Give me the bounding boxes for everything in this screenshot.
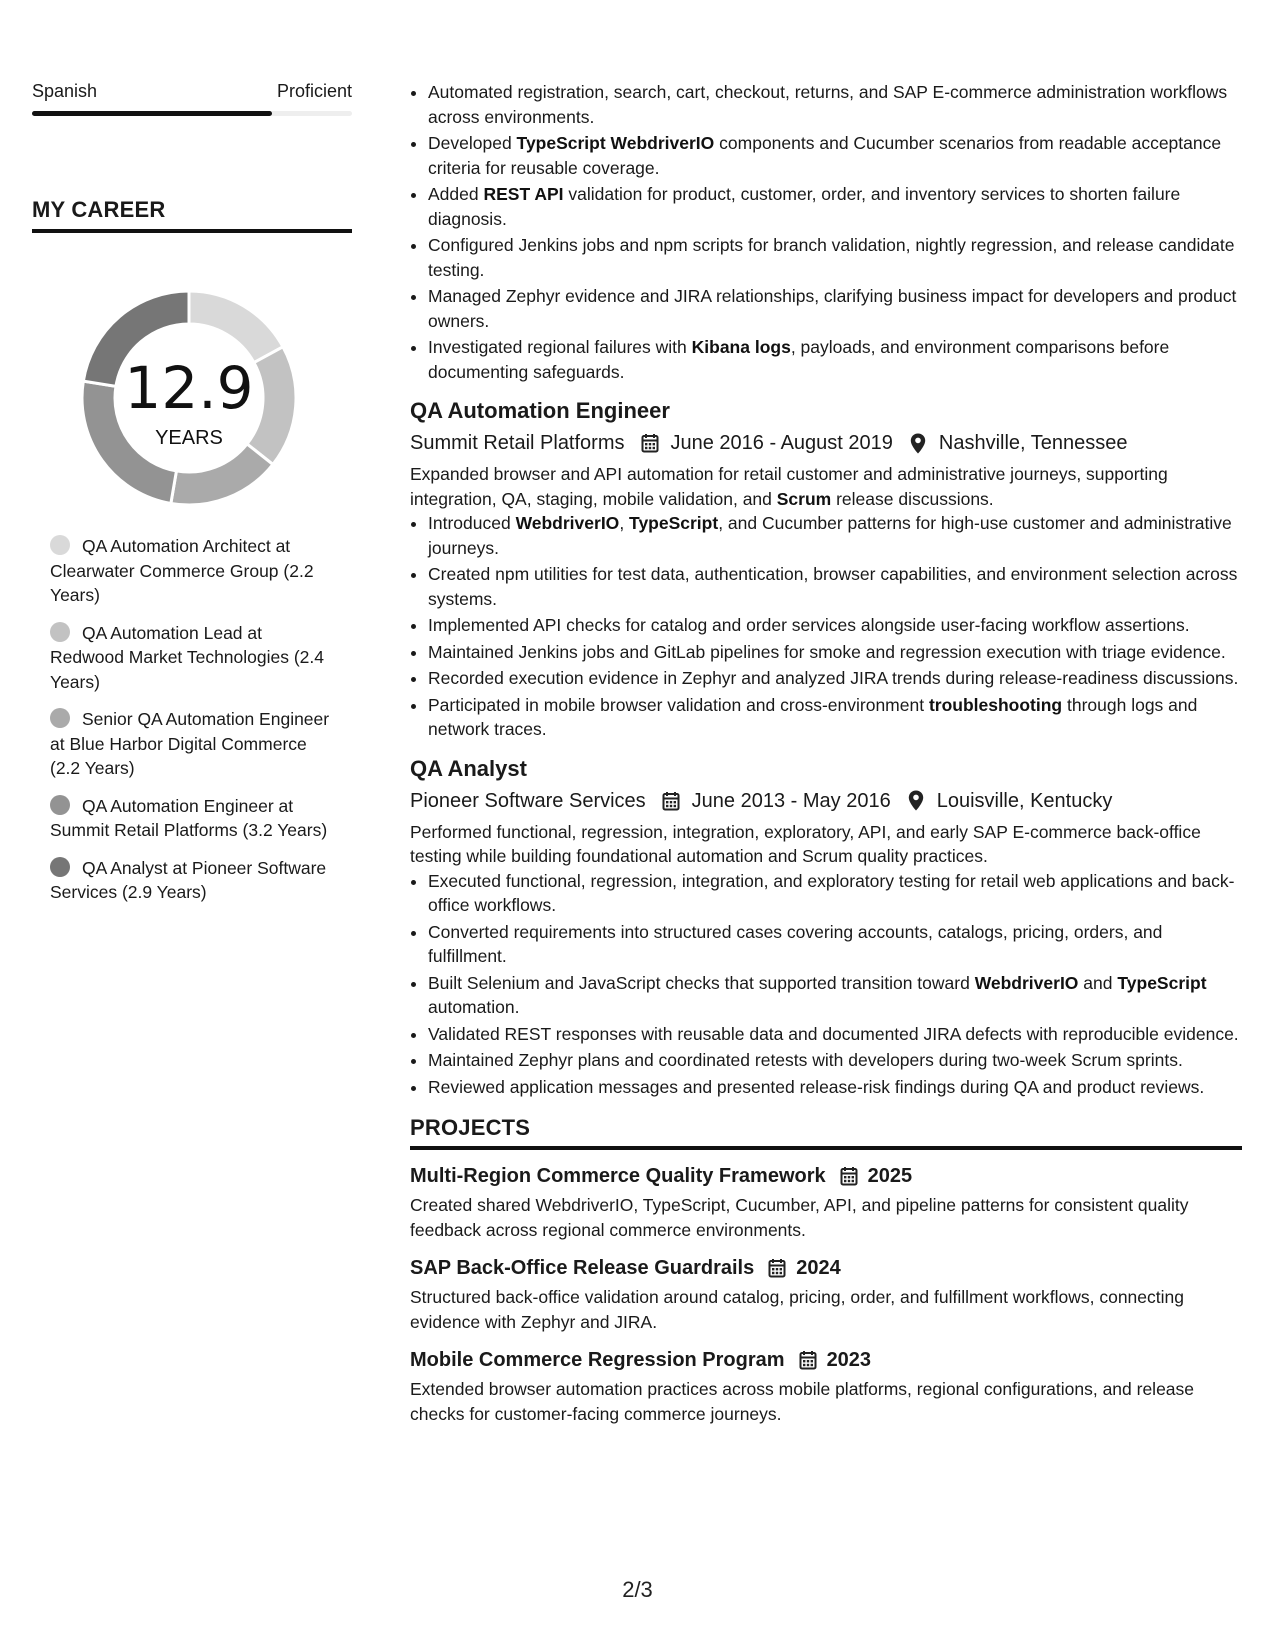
- bold-keyword: troubleshooting: [928, 694, 1063, 715]
- calendar-icon: [639, 432, 661, 454]
- job-summary: Expanded browser and API automation for retail customer and administrative journeys, supporting integration, QA, staging, mobile validation, and Scrum release discussions.: [410, 464, 1168, 509]
- legend-dot: [50, 535, 70, 555]
- job-location: Nashville, Tennessee: [938, 432, 1128, 454]
- career-legend-item: [50, 856, 340, 905]
- calendar-icon: [797, 1349, 819, 1371]
- donut-segment-2: [247, 347, 296, 465]
- bold-keyword: WebdriverIO: [974, 972, 1079, 993]
- project-entry: [410, 1254, 1242, 1334]
- experience-list: [410, 396, 1242, 1099]
- job-company: Summit Retail Platforms: [410, 432, 625, 454]
- project-title: [410, 1162, 1242, 1190]
- bullet-item: • Created npm utilities for test data, authentication, browser capabilities, and environment selection across systems.: [428, 562, 1242, 611]
- career-legend-item: [50, 794, 340, 843]
- job-company: Pioneer Software Services: [410, 789, 646, 812]
- project-description: Structured back-office validation around catalog, pricing, order, and fulfillment workflows, connecting evidence with Zephyr and JIRA.: [410, 1287, 1184, 1332]
- bullet-item: • Maintained Jenkins jobs and GitLab pipelines for smoke and regression execution with triage evidence.: [428, 640, 1242, 665]
- language-level-fill: [32, 111, 272, 116]
- bullet-item: • Validated REST responses with reusable data and documented JIRA defects with reproducible evidence.: [428, 1022, 1242, 1047]
- job-meta: [410, 787, 1242, 815]
- language-skill: [32, 80, 352, 116]
- job-entry: [410, 754, 1242, 1100]
- language-level: Proficient: [276, 81, 352, 101]
- career-total-years: 12.9: [124, 354, 254, 422]
- donut-segment-1: [189, 291, 283, 363]
- bullet-item: • Implemented API checks for catalog and order services alongside user-facing workflow assertions.: [428, 613, 1242, 638]
- career-legend-label: QA Automation Engineer at Summit Retail Platforms (3.2 Years): [50, 795, 328, 840]
- bullet-item: • Recorded execution evidence in Zephyr and analyzed JIRA trends during release-readiness discussions.: [428, 666, 1242, 691]
- project-entry: [410, 1162, 1242, 1242]
- calendar-icon: [838, 1165, 860, 1187]
- bullet-item: • Introduced WebdriverIO, TypeScript, and Cucumber patterns for high-use customer and administrative journeys.: [428, 511, 1242, 560]
- map-pin-icon: [907, 432, 929, 454]
- legend-dot: [50, 795, 70, 815]
- career-legend-item: [50, 621, 340, 695]
- bold-keyword: REST API: [483, 184, 564, 204]
- calendar-icon: [766, 1257, 788, 1279]
- bullet-item: • Built Selenium and JavaScript checks that supported transition toward WebdriverIO and TypeScript automation.: [428, 971, 1242, 1020]
- project-name: Multi-Region Commerce Quality Framework: [410, 1165, 826, 1187]
- career-legend: [50, 534, 340, 918]
- bold-keyword: TypeScript: [629, 513, 719, 533]
- page-number: 2/3: [622, 1577, 653, 1602]
- project-name: SAP Back-Office Release Guardrails: [410, 1257, 755, 1279]
- career-section-title: MY CAREER: [32, 197, 352, 233]
- career-legend-label: Senior QA Automation Engineer at Blue Harbor Digital Commerce (2.2 Years): [50, 709, 330, 778]
- main-content: [410, 80, 1242, 1426]
- bullet-item: • Configured Jenkins jobs and npm scripts for branch validation, nightly regression, and release candidate testing.: [428, 233, 1242, 282]
- job-dates: June 2013 - May 2016: [691, 789, 891, 812]
- career-legend-item: [50, 534, 340, 608]
- language-name: Spanish: [32, 81, 98, 101]
- bold-keyword: Scrum: [776, 488, 832, 509]
- language-level-bar: [32, 111, 352, 116]
- job-meta: [410, 429, 1242, 457]
- career-legend-item: [50, 707, 340, 781]
- bullet-item: • Participated in mobile browser validation and cross-environment troubleshooting through logs and network traces.: [428, 693, 1242, 742]
- bullet-item: • Managed Zephyr evidence and JIRA relationships, clarifying business impact for developers and product owners.: [428, 284, 1242, 333]
- job-summary: Performed functional, regression, integration, exploratory, API, and early SAP E-commerce back-office testing while building foundational automation and Scrum quality practices.: [410, 821, 1201, 866]
- project-name: Mobile Commerce Regression Program: [410, 1349, 785, 1371]
- map-pin-icon: [905, 790, 927, 812]
- bold-keyword: Kibana logs: [691, 337, 791, 357]
- sidebar: [32, 80, 352, 902]
- bullet-item: • Reviewed application messages and presented release-risk findings during QA and product reviews.: [428, 1075, 1242, 1100]
- legend-dot: [50, 622, 70, 642]
- job-bullets: [410, 869, 1242, 1100]
- project-year: 2023: [826, 1349, 872, 1371]
- career-donut-chart: [65, 274, 313, 522]
- job-entry: [410, 396, 1242, 742]
- projects-list: [410, 1162, 1242, 1426]
- bullet-item: • Added REST API validation for product, customer, order, and inventory services to shorten failure diagnosis.: [428, 182, 1242, 231]
- project-description: Extended browser automation practices across mobile platforms, regional configurations, and release checks for customer-facing commerce journeys.: [410, 1379, 1195, 1424]
- donut-segment-3: [171, 444, 273, 505]
- previous-job-bullets: [410, 80, 1242, 384]
- project-title: [410, 1346, 1242, 1374]
- bullet-item: • Automated registration, search, cart, checkout, returns, and SAP E-commerce administration workflows across environments.: [428, 80, 1242, 129]
- career-legend-label: QA Analyst at Pioneer Software Services (2.9 Years): [50, 857, 327, 902]
- job-bullets: [410, 511, 1242, 742]
- job-dates: June 2016 - August 2019: [670, 432, 893, 454]
- bold-keyword: TypeScript WebdriverIO: [516, 133, 715, 153]
- project-entry: [410, 1346, 1242, 1426]
- bold-keyword: TypeScript: [1117, 972, 1207, 993]
- bullet-item: • Developed TypeScript WebdriverIO components and Cucumber scenarios from readable acceptance criteria for reusable coverage.: [428, 131, 1242, 180]
- bullet-item: • Investigated regional failures with Kibana logs, payloads, and environment comparisons before documenting safeguards.: [428, 335, 1242, 384]
- career-legend-label: QA Automation Lead at Redwood Market Technologies (2.4 Years): [50, 622, 325, 692]
- project-year: 2025: [867, 1165, 913, 1187]
- bold-keyword: WebdriverIO: [515, 513, 620, 533]
- job-title: QA Automation Engineer: [410, 398, 670, 423]
- project-description: Created shared WebdriverIO, TypeScript, Cucumber, API, and pipeline patterns for consistent quality feedback across regional commerce environments.: [410, 1195, 1189, 1240]
- bullet-item: • Maintained Zephyr plans and coordinated retests with developers during two-week Scrum sprints.: [428, 1048, 1242, 1073]
- legend-dot: [50, 708, 70, 728]
- job-title: QA Analyst: [410, 755, 527, 781]
- calendar-icon: [660, 790, 682, 812]
- career-legend-label: QA Automation Architect at Clearwater Commerce Group (2.2 Years): [50, 536, 314, 605]
- job-location: Louisville, Kentucky: [936, 789, 1113, 812]
- legend-dot: [50, 857, 70, 877]
- bullet-item: • Executed functional, regression, integration, and exploratory testing for retail web applications and back-office workflows.: [428, 869, 1242, 918]
- bullet-item: • Converted requirements into structured cases covering accounts, catalogs, pricing, orders, and fulfillment.: [428, 920, 1242, 969]
- project-year: 2024: [796, 1257, 841, 1279]
- projects-section-title: PROJECTS: [410, 1115, 1242, 1150]
- career-years-label: YEARS: [155, 427, 223, 449]
- project-title: [410, 1254, 1242, 1282]
